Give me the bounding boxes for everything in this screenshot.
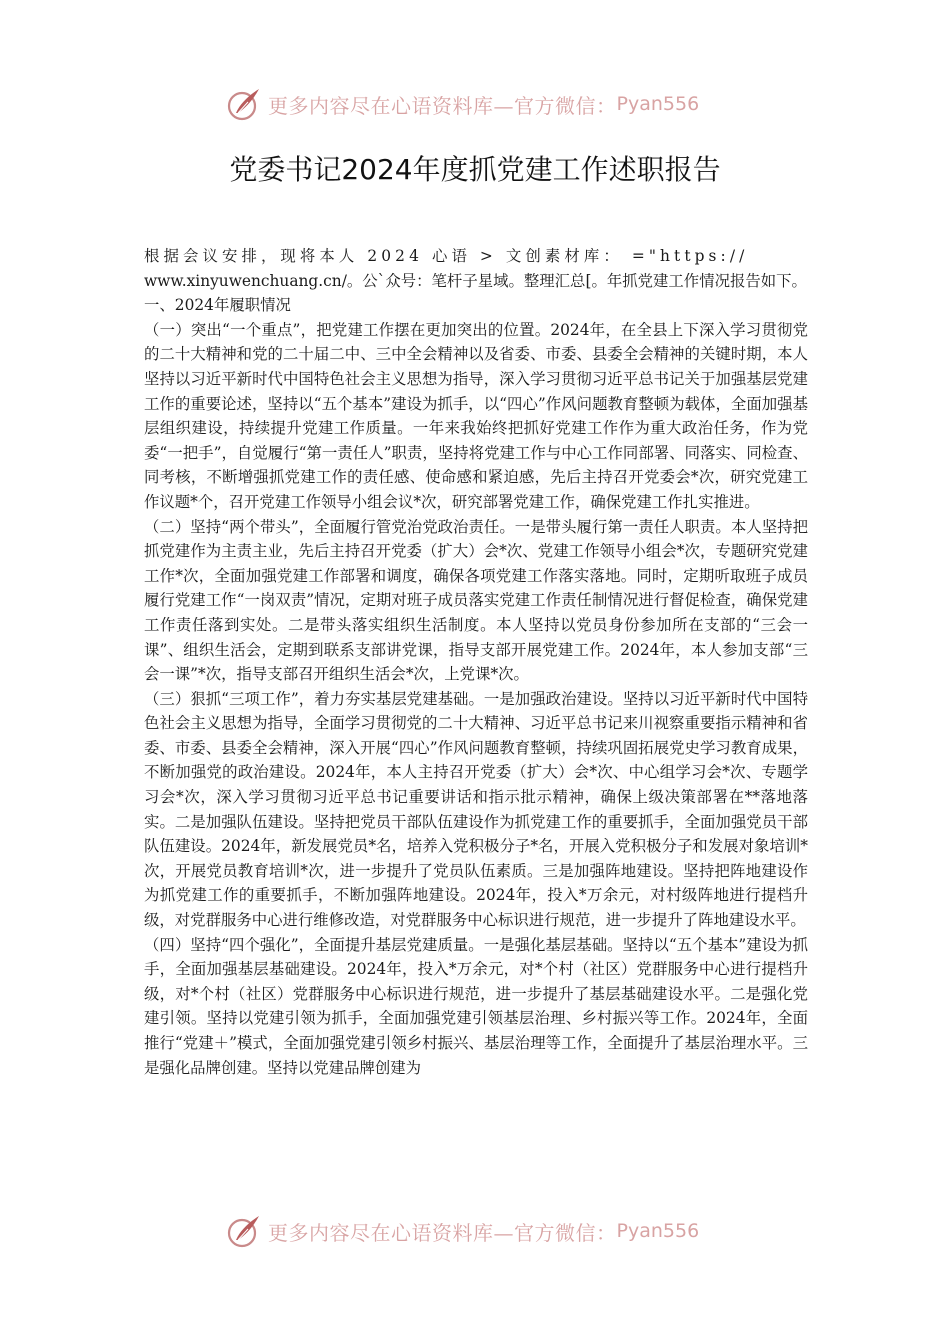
watermark-banner-bottom bbox=[226, 1211, 746, 1251]
quill-pen-icon bbox=[226, 1213, 262, 1249]
section-heading: 一、2024年履职情况 bbox=[144, 296, 291, 315]
document-title: 党委书记2024年度抓党建工作述职报告 bbox=[229, 153, 721, 186]
watermark-text: 更多内容尽在心语资料库—官方微信： bbox=[268, 93, 617, 118]
body-paragraph: （三）狠抓“三项工作”，着力夯实基层党建基础。一是加强政治建设。坚持以习近平新时代中国特色社会主义思想为指导，全面学习贯彻党的二十大精神、习近平总书记来川视察重要指示精神和省委、市委、县委全会精神，深入开展“四心”作风问题教育整顿，持续巩固拓展党史学习教育成果，不断加强党的政治建设。2024年，本人主持召开党委（扩大）会*次、中心组学习会*次、专题学习会*次，深入学习贯彻习近平总书记重要讲话和指示批示精神，确保上级决策部署在**落地落实。二是加强队伍建设。坚持把党员干部队伍建设作为抓党建工作的重要抓手，全面加强党员干部队伍建设。2024年，新发展党员*名，培养入党积极分子*名，开展入党积极分子和发展对象培训*次，开展党员教育培训*次，进一步提升了党员队伍素质。三是加强阵地建设。坚持把阵地建设作为抓党建工作的重要抓手，不断加强阵地建设。2024年，投入*万余元，对村级阵地进行提档升级，对党群服务中心进行维修改造，对党群服务中心标识进行规范，进一步提升了阵地建设水平。 bbox=[144, 689, 808, 930]
intro-line: 根据会议安排，现将本人 2024 心语 > 文创素材库： ="https:// bbox=[144, 247, 749, 265]
intro-paragraph: www.xinyuwenchuang.cn/。公`众号：笔杆子星域。整理汇总[。年抓党建工作情况报告如下。 bbox=[144, 271, 807, 290]
quill-pen-icon bbox=[226, 86, 262, 122]
watermark-banner-top bbox=[226, 84, 746, 124]
watermark-handle: Pyan556 bbox=[616, 1220, 700, 1242]
watermark-handle: Pyan556 bbox=[616, 93, 700, 115]
body-paragraph: （一）突出“一个重点”，把党建工作摆在更加突出的位置。2024年，在全县上下深入学习贯彻党的二十大精神和党的二十届二中、三中全会精神以及省委、市委、县委全会精神的关键时期，本人坚持以习近平新时代中国特色社会主义思想为指导，深入学习贯彻习近平总书记关于加强基层党建工作的重要论述，坚持以“五个基本”建设为抓手，以“四心”作风问题教育整顿为载体，全面加强基层组织建设，持续提升党建工作质量。一年来我始终把抓好党建工作作为重大政治任务，作为党委“一把手”，自觉履行“第一责任人”职责，坚持将党建工作与中心工作同部署、同落实、同检查、同考核，不断增强抓党建工作的责任感、使命感和紧迫感，先后主持召开党委会*次，研究党建工作议题*个，召开党建工作领导小组会议*次，研究部署党建工作，确保党建工作扎实推进。 bbox=[144, 320, 808, 511]
watermark-text: 更多内容尽在心语资料库—官方微信： bbox=[268, 1220, 617, 1245]
body-paragraph: （四）坚持“四个强化”，全面提升基层党建质量。一是强化基层基础。坚持以“五个基本”建设为抓手，全面加强基层基础建设。2024年，投入*万余元，对*个村（社区）党群服务中心进行提档升级，对*个村（社区）党群服务中心标识进行规范，进一步提升了基层基础建设水平。二是强化党建引领。坚持以党建引领为抓手，全面加强党建引领基层治理、乡村振兴等工作。2024年，全面推行“党建＋”模式，全面加强党建引领乡村振兴、基层治理等工作，全面提升了基层治理水平。三是强化品牌创建。坚持以党建品牌创建为 bbox=[144, 935, 808, 1077]
document-body bbox=[144, 244, 808, 1080]
body-paragraph: （二）坚持“两个带头”，全面履行管党治党政治责任。一是带头履行第一责任人职责。本人坚持把抓党建作为主责主业，先后主持召开党委（扩大）会*次、党建工作领导小组会*次，专题研究党建工作*次，全面加强党建工作部署和调度，确保各项党建工作落实落地。同时，定期听取班子成员履行党建工作“一岗双责”情况，定期对班子成员落实党建工作责任制情况进行督促检查，确保党建工作责任落到实处。二是带头落实组织生活制度。本人坚持以党员身份参加所在支部的“三会一课”、组织生活会，定期到联系支部讲党课，指导支部开展党建工作。2024年，本人参加支部“三会一课”*次，指导支部召开组织生活会*次，上党课*次。 bbox=[144, 517, 808, 684]
